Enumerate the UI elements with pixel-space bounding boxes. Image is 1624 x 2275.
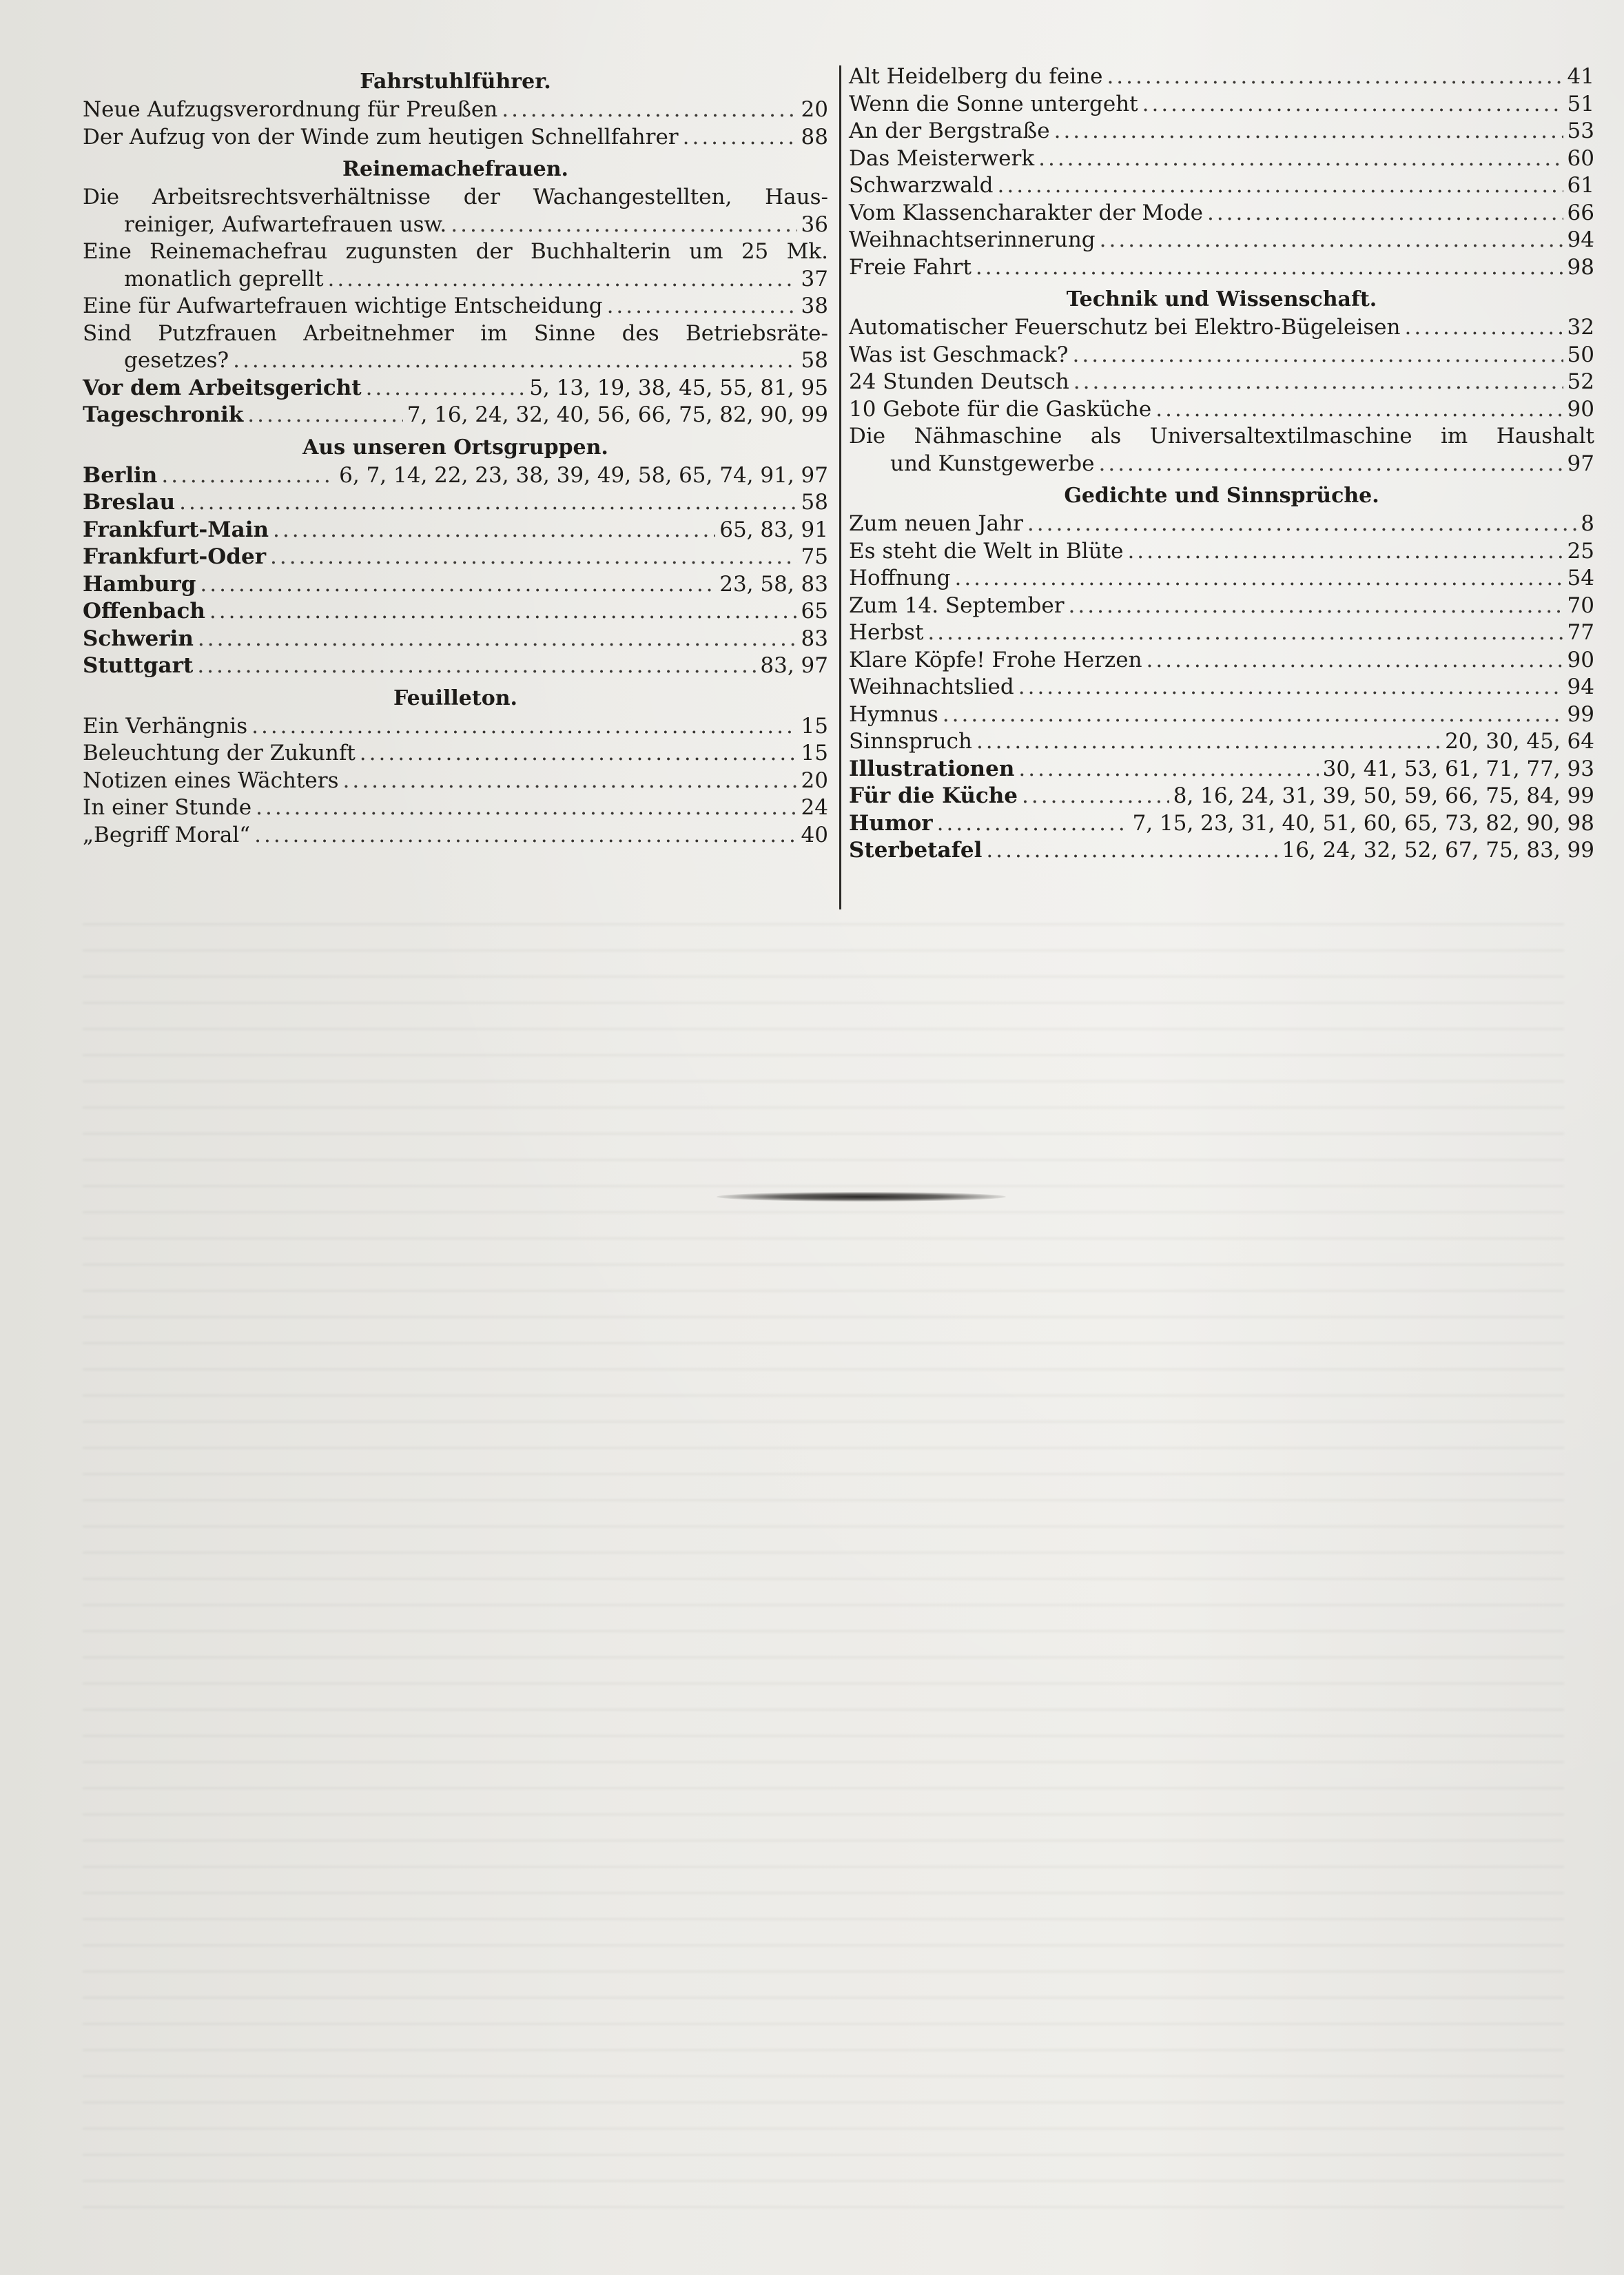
entry-page-numbers: 40 <box>801 822 828 847</box>
entry-title-word: Nähmaschine <box>914 424 1062 449</box>
index-entry-illustrationen <box>849 756 1594 783</box>
entry-title: Hamburg <box>83 571 196 597</box>
dot-leader <box>1155 396 1563 424</box>
dot-leader <box>954 565 1563 593</box>
dot-leader <box>198 626 797 653</box>
entry-title-word: Buchhalterin <box>530 239 671 264</box>
left-column <box>83 63 828 849</box>
entry-title-part-2: gesetzes? <box>124 348 229 373</box>
entry-title: In einer Stunde <box>83 795 252 820</box>
index-entry-humor <box>849 810 1594 838</box>
entry-title: Humor <box>849 810 933 836</box>
entry-page-numbers: 5, 13, 19, 38, 45, 55, 81, 95 <box>529 375 828 400</box>
index-entry-der-aufzug-von-der-winde-zum-heutigen-sc <box>83 124 828 152</box>
entry-title: Ein Verhängnis <box>83 713 248 739</box>
dot-leader <box>273 517 715 544</box>
entry-page-numbers: 37 <box>801 266 828 291</box>
index-entry-fuer-die-kueche <box>849 783 1594 810</box>
index-entry-was-ist-geschmack <box>849 342 1594 369</box>
entry-page-numbers: 30, 41, 53, 61, 71, 77, 93 <box>1322 756 1594 781</box>
entry-title-part-2: reiniger, Aufwartefrauen usw. <box>124 212 447 237</box>
entry-title: Illustrationen <box>849 756 1015 781</box>
dot-leader <box>1038 145 1563 173</box>
dot-leader <box>927 619 1563 647</box>
entry-page-numbers: 51 <box>1567 91 1594 116</box>
index-entry-ein-verhaengnis <box>83 713 828 741</box>
entry-title-line-2 <box>83 266 828 294</box>
dot-leader <box>1027 511 1576 538</box>
index-entry-freie-fahrt <box>849 254 1594 282</box>
section-heading-fahrstuhlfuehrer: Fahrstuhlführer. <box>360 70 551 94</box>
index-entry-frankfurt-main <box>83 517 828 544</box>
dot-leader <box>1098 451 1563 478</box>
entry-page-numbers: 60 <box>1567 145 1594 171</box>
entry-page-numbers: 90 <box>1567 396 1594 422</box>
entry-title: Freie Fahrt <box>849 254 972 280</box>
entry-page-numbers: 7, 16, 24, 32, 40, 56, 66, 75, 82, 90, 99 <box>407 402 828 427</box>
entry-page-numbers: 53 <box>1567 119 1594 143</box>
entry-title-word: Universaltextilmaschine <box>1149 424 1412 449</box>
index-entry-berlin <box>83 462 828 490</box>
index-entry-weihnachtslied <box>849 674 1594 701</box>
entry-page-numbers: 50 <box>1567 342 1594 367</box>
entry-title: Beleuchtung der Zukunft <box>83 741 356 765</box>
index-entry-schwarzwald <box>849 172 1594 200</box>
entry-page-numbers: 58 <box>801 348 828 373</box>
entry-title: Frankfurt-Main <box>83 517 269 542</box>
entry-title: Herbst <box>849 620 924 645</box>
entry-title: Der Aufzug von der Winde zum heutigen Schnellfahrer <box>83 124 679 150</box>
index-entry-es-steht-die-welt-in-bluete <box>849 538 1594 566</box>
dot-leader <box>1127 538 1563 566</box>
dot-leader <box>683 124 797 152</box>
entry-title-line-1 <box>83 320 828 348</box>
dot-leader <box>1018 674 1563 701</box>
entry-page-numbers: 88 <box>801 124 828 150</box>
dot-leader <box>1147 647 1563 675</box>
index-entry-in-einer-stunde <box>83 794 828 822</box>
entry-title: Schwarzwald <box>849 173 994 198</box>
index-entry-alt-heidelberg-du-feine <box>849 63 1594 91</box>
entry-title: An der Bergstraße <box>849 119 1050 143</box>
entry-page-numbers: 20, 30, 45, 64 <box>1445 729 1594 754</box>
entry-title-line-1 <box>849 423 1594 451</box>
index-entry-sinnspruch <box>849 728 1594 756</box>
bleed-through-text <box>83 923 1564 2232</box>
dot-leader <box>1018 756 1318 783</box>
entry-title: Wenn die Sonne untergeht <box>849 91 1138 116</box>
dot-leader <box>1142 91 1563 119</box>
entry-title: 10 Gebote für die Gasküche <box>849 396 1152 422</box>
entry-title-word: zugunsten <box>345 239 458 264</box>
entry-title: „Begriff Moral“ <box>83 822 251 847</box>
entry-title-word: Haus- <box>765 185 828 209</box>
entry-title: Neue Aufzugsverordnung für Preußen <box>83 97 498 122</box>
entry-page-numbers: 54 <box>1567 566 1594 590</box>
index-entry-begriff-moral <box>83 822 828 850</box>
entry-page-numbers: 83 <box>801 626 828 651</box>
index-entry-die-arbeitsrechtsverhaeltnisse-der-wacha <box>83 184 828 238</box>
index-entry-offenbach <box>83 598 828 626</box>
dot-leader <box>247 402 402 429</box>
index-entry-sterbetafel <box>849 837 1594 865</box>
dot-leader <box>179 489 796 517</box>
dot-leader <box>360 740 797 768</box>
entry-title: 24 Stunden Deutsch <box>849 369 1069 394</box>
entry-page-numbers: 94 <box>1567 227 1594 252</box>
entry-title: Zum 14. September <box>849 593 1065 618</box>
index-entry-eine-fuer-aufwartefrauen-wichtige-entsch <box>83 293 828 320</box>
entry-title-part-2: monatlich geprellt <box>124 266 324 291</box>
entry-title: Automatischer Feuerschutz bei Elektro-Bügeleisen <box>849 315 1401 340</box>
entry-page-numbers: 8 <box>1581 511 1594 536</box>
dot-leader <box>1207 200 1563 227</box>
entry-page-numbers: 32 <box>1567 315 1594 340</box>
entry-title-word: Sind <box>83 320 132 346</box>
entry-title-word: Die <box>83 185 120 209</box>
entry-title-part-2: und Kunstgewerbe <box>890 451 1095 476</box>
dot-leader <box>943 701 1563 729</box>
dot-leader <box>343 768 797 795</box>
entry-title-word: um <box>689 239 723 264</box>
entry-title-line-1 <box>83 184 828 212</box>
entry-title-line-2 <box>83 212 828 239</box>
entry-page-numbers: 41 <box>1567 64 1594 89</box>
index-entry-die-naehmaschine-als-universaltextilmasc <box>849 423 1594 477</box>
entry-title: Schwerin <box>83 626 194 651</box>
index-entry-vom-klassencharakter-der-mode <box>849 200 1594 227</box>
entry-title: Berlin <box>83 462 158 488</box>
index-entry-notizen-eines-waechters <box>83 768 828 795</box>
entry-title-word: Mk. <box>786 239 828 264</box>
entry-title: Klare Köpfe! Frohe Herzen <box>849 647 1142 672</box>
index-entry-24-stunden-deutsch <box>849 369 1594 396</box>
index-entry-vor-dem-arbeitsgericht <box>83 375 828 402</box>
index-entry-hamburg <box>83 571 828 599</box>
index-entry-weihnachtserinnerung <box>849 227 1594 254</box>
entry-title-word: im <box>1441 424 1468 449</box>
index-entry-schwerin <box>83 626 828 653</box>
index-entry-frankfurt-oder <box>83 544 828 571</box>
dot-leader <box>1022 783 1169 810</box>
index-entry-hoffnung <box>849 565 1594 593</box>
entry-title: Offenbach <box>83 599 205 624</box>
entry-title: Tageschronik <box>83 402 244 427</box>
index-entry-10-gebote-fuer-die-gaskueche <box>849 396 1594 424</box>
entry-title: Sterbetafel <box>849 838 983 863</box>
index-entry-stuttgart <box>83 652 828 680</box>
entry-page-numbers: 38 <box>801 294 828 318</box>
entry-page-numbers: 8, 16, 24, 31, 39, 50, 59, 66, 75, 84, 99 <box>1173 783 1594 808</box>
entry-page-numbers: 94 <box>1567 675 1594 699</box>
entry-title: Eine für Aufwartefrauen wichtige Entscheidung <box>83 294 603 318</box>
index-entry-wenn-die-sonne-untergeht <box>849 91 1594 119</box>
entry-page-numbers: 99 <box>1567 701 1594 727</box>
entry-title: Stuttgart <box>83 653 194 678</box>
index-entry-automatischer-feuerschutz-bei-elektro-bu <box>849 314 1594 342</box>
entry-page-numbers: 58 <box>801 490 828 515</box>
entry-page-numbers: 83, 97 <box>760 653 828 678</box>
index-entry-neue-aufzugsverordnung-fuer-preussen <box>83 96 828 124</box>
entry-title: Für die Küche <box>849 783 1018 808</box>
entry-page-numbers: 97 <box>1567 451 1594 476</box>
entry-page-numbers: 36 <box>801 212 828 237</box>
entry-title-word: Reinemachefrau <box>150 239 328 264</box>
entry-page-numbers: 20 <box>801 97 828 122</box>
entry-title-word: Putzfrauen <box>158 320 277 346</box>
index-entry-klare-koepfe-frohe-herzen <box>849 647 1594 675</box>
dot-leader <box>937 810 1129 838</box>
entry-title: Vom Klassencharakter der Mode <box>849 200 1203 225</box>
dot-leader <box>161 462 335 490</box>
entry-title: Frankfurt-Oder <box>83 544 267 569</box>
index-entry-an-der-bergstrasse <box>849 118 1594 145</box>
dot-leader <box>1073 369 1563 396</box>
dot-leader <box>1100 227 1563 254</box>
entry-page-numbers: 77 <box>1567 620 1594 645</box>
entry-page-numbers: 23, 58, 83 <box>719 571 828 597</box>
entry-title-line-2 <box>83 347 828 375</box>
index-entry-sind-putzfrauen-arbeitnehmer-im-sinne-de <box>83 320 828 375</box>
entry-title-word: Eine <box>83 239 132 264</box>
entry-title-word: 25 <box>741 239 769 264</box>
entry-title-word: als <box>1090 424 1122 449</box>
dot-leader <box>209 598 797 626</box>
paper-crease <box>717 1192 1006 1202</box>
entry-title: Hymnus <box>849 701 938 727</box>
dot-leader <box>200 571 715 599</box>
entry-title-line-2 <box>849 451 1594 478</box>
dot-leader <box>327 266 796 294</box>
right-column <box>849 63 1594 865</box>
dot-leader <box>254 822 796 850</box>
dot-leader <box>366 375 526 402</box>
entry-title-word: des <box>621 320 659 346</box>
entry-title: Vor dem Arbeitsgericht <box>83 375 362 400</box>
section-heading-reinemachefrauen: Reinemachefrauen. <box>342 157 568 181</box>
dot-leader <box>1107 63 1563 91</box>
dot-leader <box>1073 342 1563 369</box>
entry-page-numbers: 66 <box>1567 200 1594 225</box>
entry-page-numbers: 25 <box>1567 538 1594 564</box>
entry-title-word: im <box>480 320 508 346</box>
section-heading-gedichte-und-sinnsprueche: Gedichte und Sinnsprüche. <box>1064 484 1379 508</box>
dot-leader <box>270 544 797 571</box>
entry-title: Zum neuen Jahr <box>849 511 1023 536</box>
dot-leader <box>1405 314 1563 342</box>
dot-leader <box>197 652 756 680</box>
index-entry-beleuchtung-der-zukunft <box>83 740 828 768</box>
dot-leader <box>1054 118 1563 145</box>
entry-title-line-1 <box>83 238 828 266</box>
dot-leader <box>233 347 796 375</box>
entry-page-numbers: 61 <box>1567 173 1594 198</box>
entry-page-numbers: 7, 15, 23, 31, 40, 51, 60, 65, 73, 82, 90, 98 <box>1132 810 1594 836</box>
entry-page-numbers: 65, 83, 91 <box>719 517 828 542</box>
entry-title-word: Betriebsräte- <box>685 320 828 346</box>
column-divider <box>839 65 841 909</box>
index-entry-hymnus <box>849 701 1594 729</box>
section-heading-feuilleton: Feuilleton. <box>393 686 517 710</box>
index-entry-tageschronik <box>83 402 828 429</box>
index-entry-herbst <box>849 619 1594 647</box>
entry-page-numbers: 24 <box>801 795 828 820</box>
entry-title: Das Meisterwerk <box>849 145 1035 171</box>
entry-title-word: Wachangestellten, <box>533 185 732 209</box>
entry-title-word: Sinne <box>533 320 596 346</box>
entry-page-numbers: 65 <box>801 599 828 624</box>
index-entry-eine-reinemachefrau-zugunsten-der-buchha <box>83 238 828 293</box>
entry-title-word: Die <box>849 424 886 449</box>
entry-title: Notizen eines Wächters <box>83 768 339 793</box>
dot-leader <box>1069 593 1563 620</box>
entry-page-numbers: 70 <box>1567 593 1594 618</box>
entry-title: Alt Heidelberg du feine <box>849 64 1103 89</box>
entry-page-numbers: 6, 7, 14, 22, 23, 38, 39, 49, 58, 65, 74, 91, 97 <box>339 462 828 488</box>
dot-leader <box>976 254 1563 282</box>
entry-title-word: der <box>475 239 513 264</box>
entry-title: Was ist Geschmack? <box>849 342 1069 367</box>
index-entry-zum-14-september <box>849 593 1594 620</box>
dot-leader <box>502 96 796 124</box>
section-heading-technik-und-wissenschaft: Technik und Wissenschaft. <box>1066 287 1377 311</box>
dot-leader <box>451 212 796 239</box>
section-heading-aus-unseren-ortsgruppen: Aus unseren Ortsgruppen. <box>302 435 608 460</box>
index-entry-zum-neuen-jahr <box>849 511 1594 538</box>
entry-title: Weihnachtserinnerung <box>849 227 1096 252</box>
dot-leader <box>998 172 1563 200</box>
entry-page-numbers: 20 <box>801 768 828 793</box>
dot-leader <box>976 728 1441 756</box>
index-entry-breslau <box>83 489 828 517</box>
entry-title-word: Arbeitsrechtsverhältnisse <box>152 185 431 209</box>
entry-title: Breslau <box>83 490 176 515</box>
entry-page-numbers: 16, 24, 32, 52, 67, 75, 83, 99 <box>1282 838 1594 863</box>
index-entry-das-meisterwerk <box>849 145 1594 173</box>
dot-leader <box>251 713 796 741</box>
entry-title: Weihnachtslied <box>849 675 1014 699</box>
entry-title-word: Arbeitnehmer <box>303 320 454 346</box>
entry-page-numbers: 52 <box>1567 369 1594 394</box>
dot-leader <box>607 293 797 320</box>
entry-page-numbers: 90 <box>1567 647 1594 672</box>
dot-leader <box>986 837 1277 865</box>
entry-title: Es steht die Welt in Blüte <box>849 538 1124 564</box>
entry-title-word: der <box>463 185 500 209</box>
dot-leader <box>256 794 796 822</box>
entry-title: Sinnspruch <box>849 729 972 754</box>
entry-page-numbers: 15 <box>801 741 828 765</box>
entry-page-numbers: 98 <box>1567 254 1594 280</box>
entry-page-numbers: 15 <box>801 713 828 739</box>
entry-page-numbers: 75 <box>801 544 828 569</box>
entry-title-word: Haushalt <box>1496 424 1594 449</box>
entry-title: Hoffnung <box>849 566 951 590</box>
